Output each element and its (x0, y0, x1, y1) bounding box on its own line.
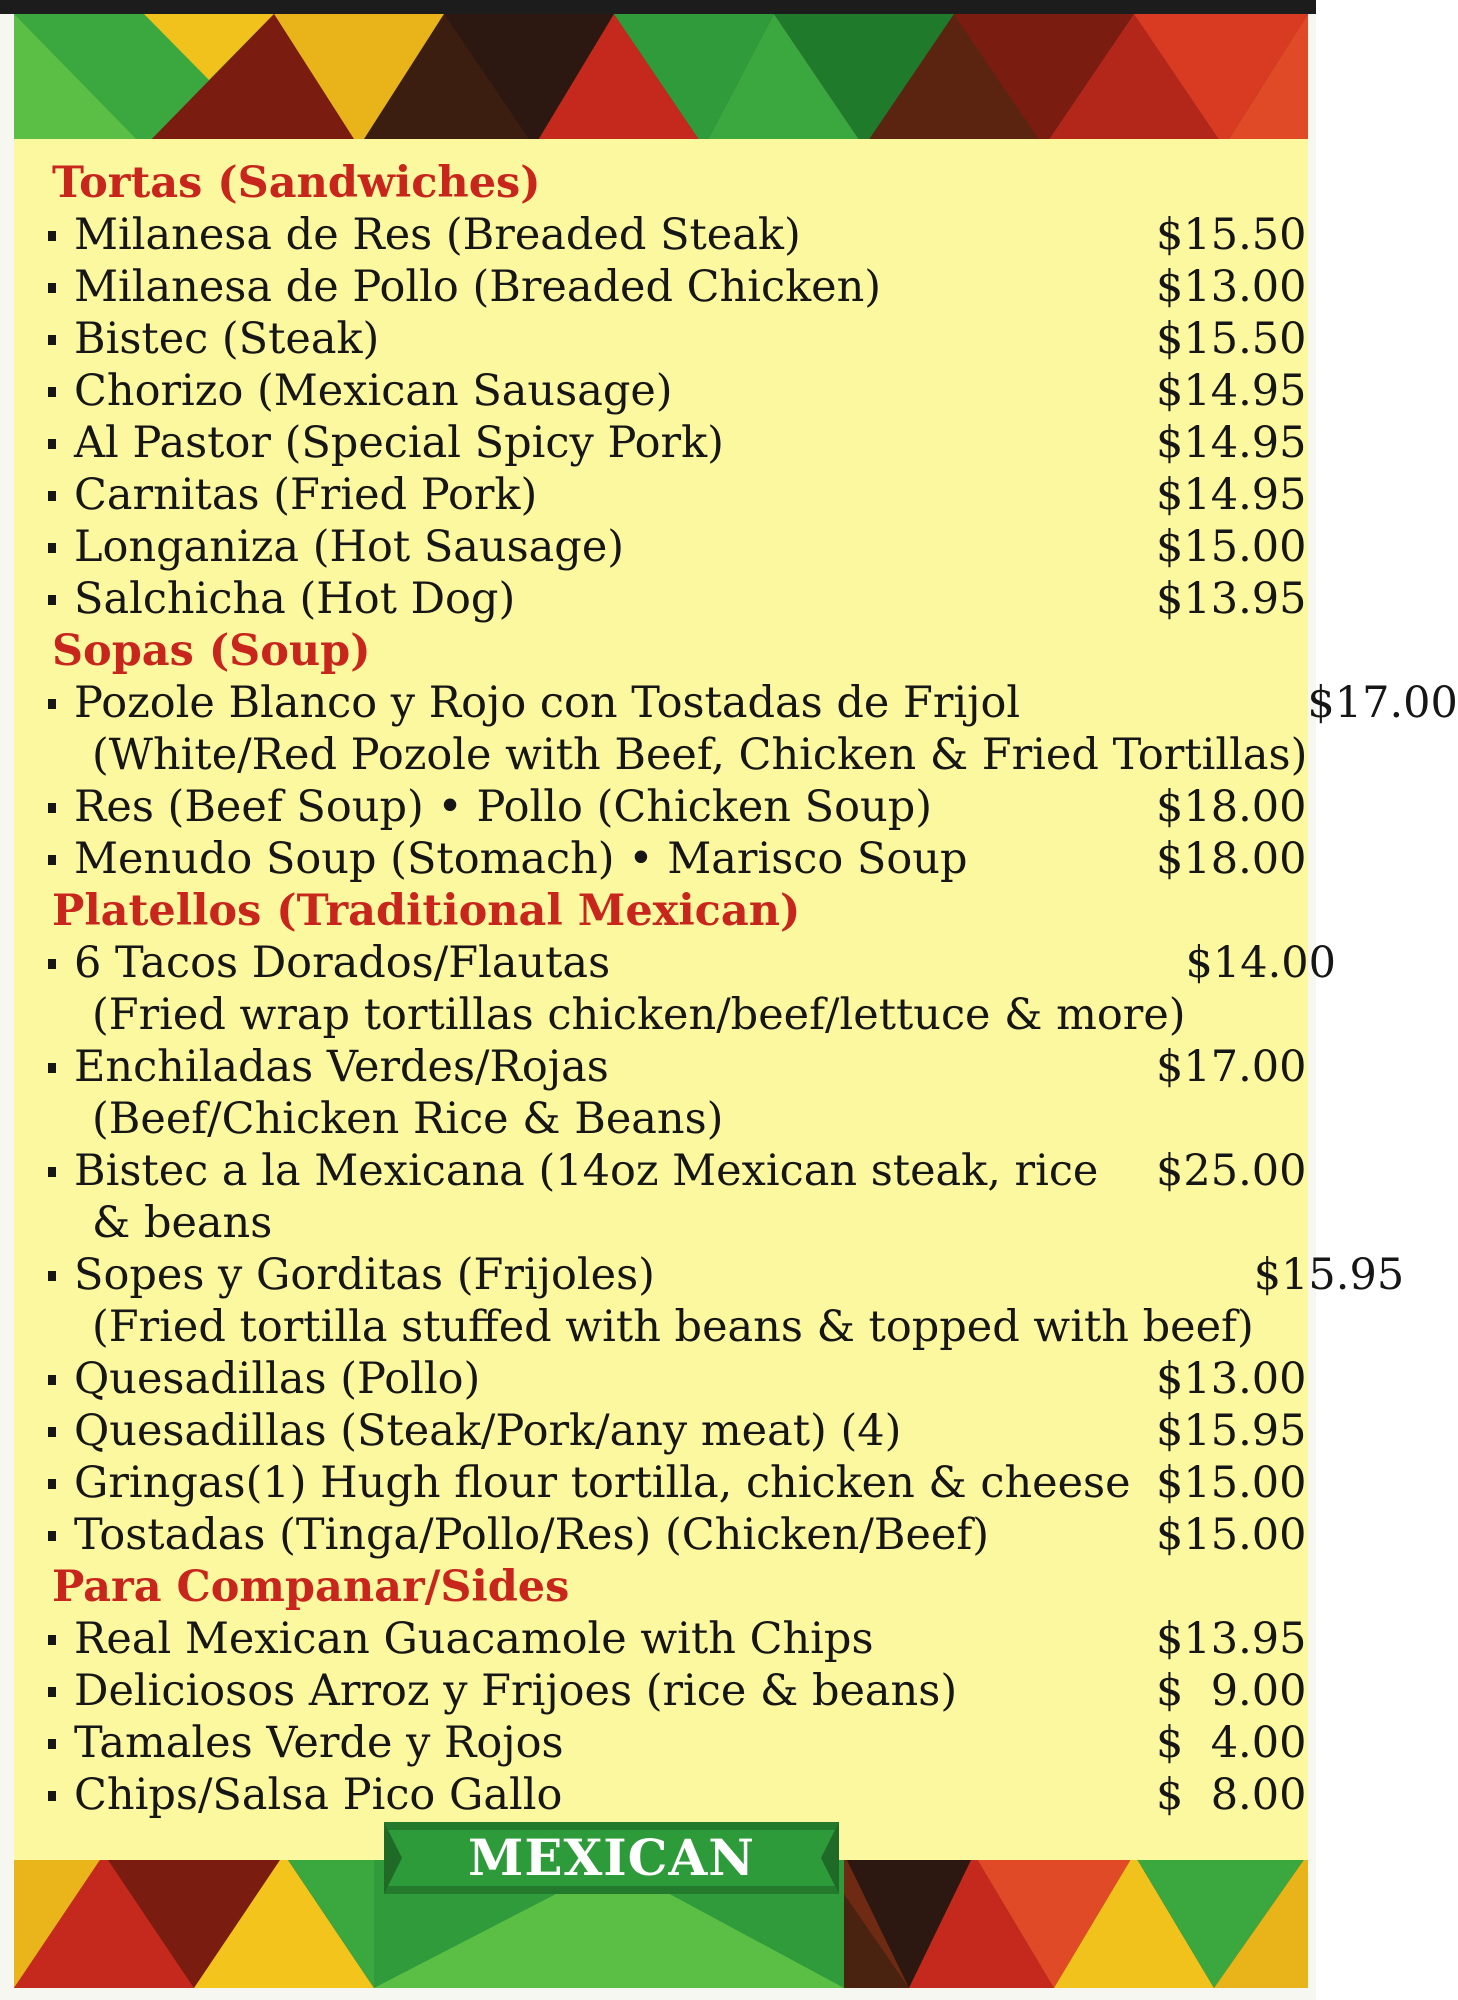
menu-item-detail: (Fried wrap tortillas chicken/beef/lettuce & more) (92, 990, 1186, 1040)
menu-item-description (44, 1249, 1254, 1353)
bullet-icon (48, 1531, 56, 1541)
menu-item (44, 1249, 1405, 1353)
section-heading: Tortas (Sandwiches) (52, 158, 541, 208)
menu-item (44, 417, 1307, 469)
menu-item-description (44, 1353, 1156, 1405)
bullet-icon (48, 491, 56, 501)
menu-item (44, 521, 1307, 573)
menu-item-description (44, 1717, 1156, 1769)
menu-item-price: $15.95 (1253, 1250, 1405, 1300)
bullet-icon (48, 1791, 56, 1801)
menu-item-name: Al Pastor (Special Spicy Pork) (74, 418, 724, 468)
menu-item-description (44, 1509, 1156, 1561)
menu-card (14, 14, 1458, 1988)
menu-item-name: Menudo Soup (Stomach) • Marisco Soup (74, 834, 968, 884)
menu-item-price: $14.00 (1185, 938, 1337, 988)
menu-item-detail: (Beef/Chicken Rice & Beans) (92, 1094, 724, 1144)
menu-item-price: $25.00 (1156, 1146, 1307, 1196)
bullet-icon (48, 283, 56, 293)
menu-item-name: Chorizo (Mexican Sausage) (74, 366, 673, 416)
bullet-icon (48, 803, 56, 813)
menu-item-detail: (Fried tortilla stuffed with beans & topped with beef) (92, 1302, 1254, 1352)
menu-item-name: Real Mexican Guacamole with Chips (74, 1614, 874, 1664)
menu-item-name: Gringas(1) Hugh flour tortilla, chicken & cheese (74, 1458, 1131, 1508)
menu-item-price: $14.95 (1156, 418, 1307, 468)
menu-item (44, 1457, 1307, 1509)
menu-item-detail: (White/Red Pozole with Beef, Chicken & Fried Tortillas) (92, 730, 1308, 780)
menu-item (44, 1717, 1307, 1769)
top-triangle-banner (14, 14, 1308, 147)
badge-label: MEXICAN (468, 1828, 755, 1887)
bullet-icon (48, 231, 56, 241)
menu-item-description (44, 261, 1156, 313)
menu-item-name: Bistec a la Mexicana (14oz Mexican steak, rice (74, 1146, 1099, 1196)
menu-item-name: Tostadas (Tinga/Pollo/Res) (Chicken/Beef) (74, 1510, 990, 1560)
menu-item-name: Bistec (Steak) (74, 314, 380, 364)
menu-item (44, 781, 1307, 833)
menu-item-description (44, 1041, 1156, 1145)
menu-item (44, 1353, 1307, 1405)
menu-item (44, 833, 1307, 885)
menu-item-price: $15.95 (1156, 1406, 1307, 1456)
section-heading: Platellos (Traditional Mexican) (52, 886, 801, 936)
bullet-icon (48, 959, 56, 969)
menu-item-name: Tamales Verde y Rojos (74, 1718, 564, 1768)
menu-item-description (44, 521, 1156, 573)
bullet-icon (48, 1167, 56, 1177)
menu-item-name: Chips/Salsa Pico Gallo (74, 1770, 563, 1820)
bullet-icon (48, 699, 56, 709)
menu-item-name: Salchicha (Hot Dog) (74, 574, 516, 624)
menu-item-price: $15.00 (1156, 1458, 1307, 1508)
section-heading: Para Companar/Sides (52, 1562, 570, 1612)
menu-item-name: Longaniza (Hot Sausage) (74, 522, 625, 572)
menu-item-description (44, 1665, 1156, 1717)
menu-item-price: $15.00 (1156, 522, 1307, 572)
section-heading: Sopas (Soup) (52, 626, 371, 676)
menu-item-price: $13.00 (1156, 262, 1307, 312)
menu-item-description (44, 781, 1156, 833)
menu-item-name: Milanesa de Pollo (Breaded Chicken) (74, 262, 882, 312)
menu-item (44, 1405, 1307, 1457)
menu-item-price: $13.00 (1156, 1354, 1307, 1404)
menu-item (44, 261, 1307, 313)
menu-item (44, 1041, 1307, 1145)
menu-item-price: $15.50 (1156, 314, 1307, 364)
menu-item-price: $15.00 (1156, 1510, 1307, 1560)
menu-item-price: $15.50 (1156, 210, 1307, 260)
menu-item (44, 937, 1337, 1041)
menu-item-name: Pozole Blanco y Rojo con Tostadas de Frijol (74, 678, 1021, 728)
menu-item-name: Quesadillas (Steak/Pork/any meat) (4) (74, 1406, 902, 1456)
menu-item (44, 1665, 1307, 1717)
menu-item-description (44, 1457, 1156, 1509)
menu-item-price: $17.00 (1156, 1042, 1307, 1092)
menu-item-description (44, 417, 1156, 469)
menu-item-price: $ 8.00 (1156, 1770, 1307, 1820)
bullet-icon (48, 1375, 56, 1385)
menu-item-name: Carnitas (Fried Pork) (74, 470, 538, 520)
bullet-icon (48, 1635, 56, 1645)
menu-item-description (44, 209, 1156, 261)
bullet-icon (48, 1271, 56, 1281)
menu-item-description (44, 573, 1156, 625)
menu-item-price: $14.95 (1156, 470, 1307, 520)
menu-item-description (44, 1613, 1156, 1665)
menu-item-name: Enchiladas Verdes/Rojas (74, 1042, 609, 1092)
menu-item-price: $17.00 (1307, 678, 1458, 728)
menu-item-price: $13.95 (1156, 1614, 1307, 1664)
menu-item (44, 677, 1458, 781)
menu-item (44, 1509, 1307, 1561)
bullet-icon (48, 439, 56, 449)
bullet-icon (48, 595, 56, 605)
menu-item-description (44, 1405, 1156, 1457)
menu-item (44, 365, 1307, 417)
menu-item-price: $ 9.00 (1156, 1666, 1307, 1716)
menu-item-name: Deliciosos Arroz y Frijoes (rice & beans) (74, 1666, 958, 1716)
bullet-icon (48, 543, 56, 553)
menu-item-detail: & beans (92, 1198, 273, 1248)
menu-item-name: Quesadillas (Pollo) (74, 1354, 481, 1404)
bullet-icon (48, 855, 56, 865)
bullet-icon (48, 1479, 56, 1489)
bullet-icon (48, 1063, 56, 1073)
menu-item-description (44, 833, 1156, 885)
menu-item-price: $18.00 (1156, 782, 1307, 832)
menu-item-name: 6 Tacos Dorados/Flautas (74, 938, 611, 988)
menu-item-price: $18.00 (1156, 834, 1307, 884)
bullet-icon (48, 335, 56, 345)
menu-item-description (44, 365, 1156, 417)
menu-item-description (44, 469, 1156, 521)
bullet-icon (48, 1427, 56, 1437)
bullet-icon (48, 1739, 56, 1749)
menu-item-name: Milanesa de Res (Breaded Steak) (74, 210, 801, 260)
menu-item-description (44, 1145, 1156, 1249)
menu-item-price: $14.95 (1156, 366, 1307, 416)
menu-item (44, 1145, 1307, 1249)
menu-item (44, 209, 1307, 261)
menu-item (44, 573, 1307, 625)
menu-item (44, 469, 1307, 521)
menu-list (44, 157, 1458, 1821)
menu-item-description (44, 937, 1186, 1041)
menu-item-description (44, 677, 1307, 781)
scan-edge (0, 0, 1316, 14)
mexican-ribbon-badge (384, 1814, 839, 1902)
menu-item (44, 313, 1307, 365)
menu-item-price: $13.95 (1156, 574, 1307, 624)
menu-item-description (44, 313, 1156, 365)
menu-item-name: Res (Beef Soup) • Pollo (Chicken Soup) (74, 782, 933, 832)
menu-item-name: Sopes y Gorditas (Frijoles) (74, 1250, 655, 1300)
menu-item-price: $ 4.00 (1156, 1718, 1307, 1768)
bullet-icon (48, 387, 56, 397)
menu-item (44, 1613, 1307, 1665)
bullet-icon (48, 1687, 56, 1697)
